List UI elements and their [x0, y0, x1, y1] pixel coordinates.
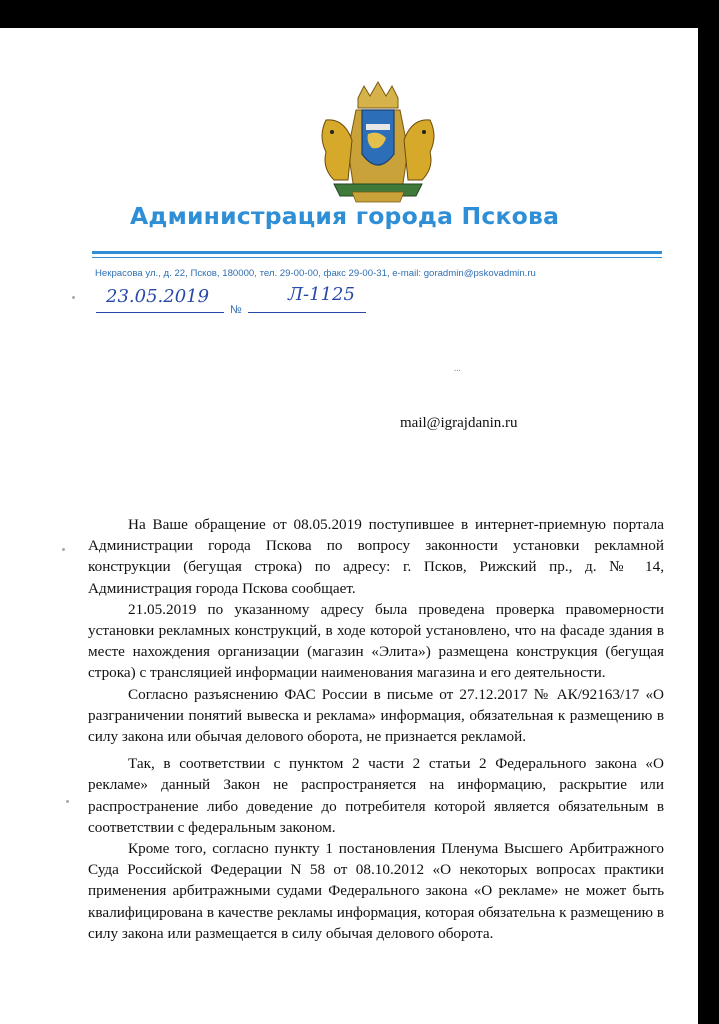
- date-underline: [96, 312, 224, 313]
- number-label: №: [230, 304, 242, 316]
- paragraph: Кроме того, согласно пункту 1 постановления Пленума Высшего Арбитражного Суда Российской Федерации N 58 от 08.10.2012 «О некоторых вопросах практики применения арбитражными судами Федерального закона «О рекламе» не может быть квалифицирована в качестве рекламы информация, которая обязательна к размещению в силу закона или размещается в силу обычая делового оборота.: [88, 840, 664, 942]
- recipient-email: mail@igrajdanin.ru: [400, 415, 518, 431]
- city-coat-of-arms: [312, 80, 444, 206]
- paragraph: На Ваше обращение от 08.05.2019 поступившее в интернет-приемную портала Администрации города Пскова по вопросу законности установки рекламной конструкции (бегущая строка) по адресу: г. Псков, Рижский пр., д. № 14, Администрация города Пскова сообщает.: [88, 516, 664, 597]
- header-divider-thin: [92, 257, 662, 258]
- header-divider: [92, 251, 662, 254]
- scan-mark: ...: [454, 363, 461, 373]
- letter-page: [0, 28, 698, 1024]
- scan-speck: [72, 296, 75, 299]
- paragraph: Согласно разъяснению ФАС России в письме от 27.12.2017 № АК/92163/17 «О разграничении понятий вывеска и реклама» информация, обязательная к размещению в силу закона или обычая делового оборота, не признается рекламой.: [88, 685, 664, 746]
- number-underline: [248, 312, 366, 313]
- contact-line: Некрасова ул., д. 22, Псков, 180000, тел. 29-00-00, факс 29-00-31, e-mail: goradmin@pskovadmin.ru: [95, 268, 536, 279]
- letter-body: [88, 514, 664, 944]
- paragraph: Так, в соответствии с пунктом 2 части 2 статьи 2 Федерального закона «О рекламе» данный Закон не распространяется на информацию, раскрытие или распространение либо доведение до потребителя которой является обязательным в соответствии с федеральным законом.: [88, 755, 664, 836]
- scan-speck: [66, 800, 69, 803]
- registration-number: Л-1125: [288, 284, 355, 305]
- organization-title: Администрация города Пскова: [130, 202, 560, 230]
- registration-date: 23.05.2019: [106, 286, 210, 307]
- paragraph: 21.05.2019 по указанному адресу была проведена проверка правомерности установки рекламных конструкций, в ходе которой установлено, что на фасаде здания в месте нахождения организации (магазин «Элита») размещена конструкция (бегущая строка) с трансляцией информации наименования магазина и его деятельности.: [88, 600, 664, 682]
- scan-speck: [62, 548, 65, 551]
